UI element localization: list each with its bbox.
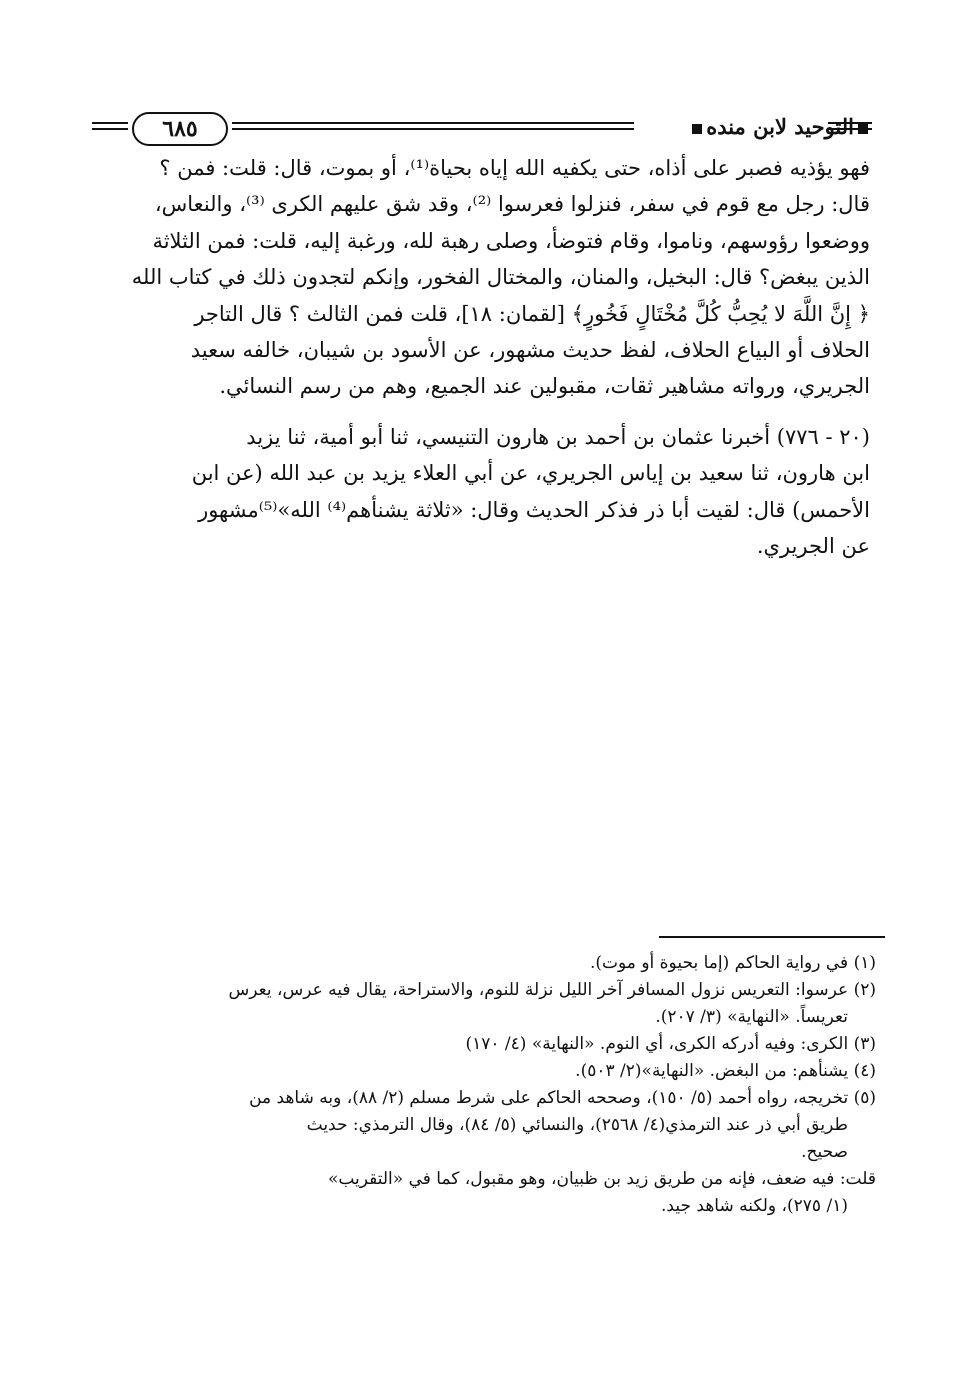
text-line: الذين يبغض؟ قال: البخيل، والمنان، والمختال الفخور، وإنكم لتجدون ذلك في كتاب الله — [131, 265, 870, 290]
page-number: ٦٨٥ — [162, 116, 198, 142]
text-line: ﴿ إِنَّ اللَّهَ لا يُحِبُّ كُلَّ مُخْتَالٍ فَخُورٍ﴾ [لقمان: ١٨]، قلت فمن الثالث ؟ قال التاجر — [194, 301, 870, 326]
footnote-line: (٤) يشنأهم: من البغض. «النهاية»(٢/ ٥٠٣). — [575, 1061, 876, 1081]
footnote-line: (١) في رواية الحاكم (إما بحيوة أو موت). — [589, 953, 876, 973]
page-header — [92, 108, 872, 152]
footnote-line: (٥) تخريجه، رواه أحمد (٥/ ١٥٠)، وصححه الحاكم على شرط مسلم (٢/ ٨٨)، وبه شاهد من — [249, 1088, 876, 1108]
footnote-line: تعريساً. «النهاية» (٣/ ٢٠٧). — [655, 1007, 848, 1027]
footnote-line: طريق أبي ذر عند الترمذي(٤/ ٢٥٦٨)، والنسائي (٥/ ٨٤)، وقال الترمذي: حديث — [306, 1115, 848, 1135]
footnote-separator — [659, 936, 885, 938]
header-rule-right — [828, 122, 872, 130]
square-bullet-icon — [692, 124, 702, 134]
text-line: قال: رجل مع قوم في سفر، فنزلوا فعرسوا ⁽²⁾، وقد شق عليهم الكرى ⁽³⁾، والنعاس، — [154, 192, 870, 217]
hadith-line: الأحمس) قال: لقيت أبا ذر فذكر الحديث وقال: «ثلاثة يشنأهم⁽⁴⁾ الله»⁽⁵⁾مشهور — [198, 497, 870, 522]
footnote-line: (٣) الكرى: وفيه أدركه الكرى، أي النوم. «النهاية» (٤/ ١٧٠) — [465, 1034, 876, 1054]
footnote-line: (١/ ٢٧٥)، ولكنه شاهد جيد. — [661, 1196, 848, 1216]
text-line: فهو يؤذيه فصبر على أذاه، حتى يكفيه الله إياه بحياة⁽¹⁾، أو بموت، قال: قلت: فمن ؟ — [159, 156, 870, 180]
book-title: التوحيد لابن منده — [706, 114, 854, 139]
hadith-line: عن الجريري. — [756, 534, 870, 559]
page-number-badge — [132, 112, 228, 146]
hadith-line: ابن هارون، ثنا سعيد بن إياس الجريري، عن أبي العلاء يزيد بن عبد الله (عن ابن — [191, 461, 870, 486]
footnote-line: (٢) عرسوا: التعريس نزول المسافر آخر الليل نزلة للنوم، والاستراحة، يقال فيه عرس، يعرس — [228, 980, 876, 1000]
footnote-line: قلت: فيه ضعف، فإنه من طريق زيد بن ظبيان، وهو مقبول، كما في «التقريب» — [327, 1169, 876, 1189]
main-text — [104, 150, 870, 564]
footnotes — [110, 950, 876, 1220]
text-line: الجريري، ورواته مشاهير ثقات، مقبولين عند الجميع، وهم من رسم النسائي. — [219, 374, 870, 399]
text-line: الحلاف أو البياع الحلاف، لفظ حديث مشهور، عن الأسود بن شيبان، خالفه سعيد — [190, 338, 870, 363]
header-rule-left — [92, 122, 128, 130]
text-line: ووضعوا رؤوسهم، وناموا، وقام فتوضأ، وصلى رهبة لله، ورغبة إليه، قلت: فمن الثلاثة — [152, 228, 870, 253]
footnote-line: صحيح. — [801, 1142, 848, 1162]
hadith-line: (٢٠ - ٧٧٦) أخبرنا عثمان بن أحمد بن هارون التنيسي، ثنا أبو أمية، ثنا يزيد — [246, 424, 870, 449]
header-rule-middle — [232, 122, 634, 130]
